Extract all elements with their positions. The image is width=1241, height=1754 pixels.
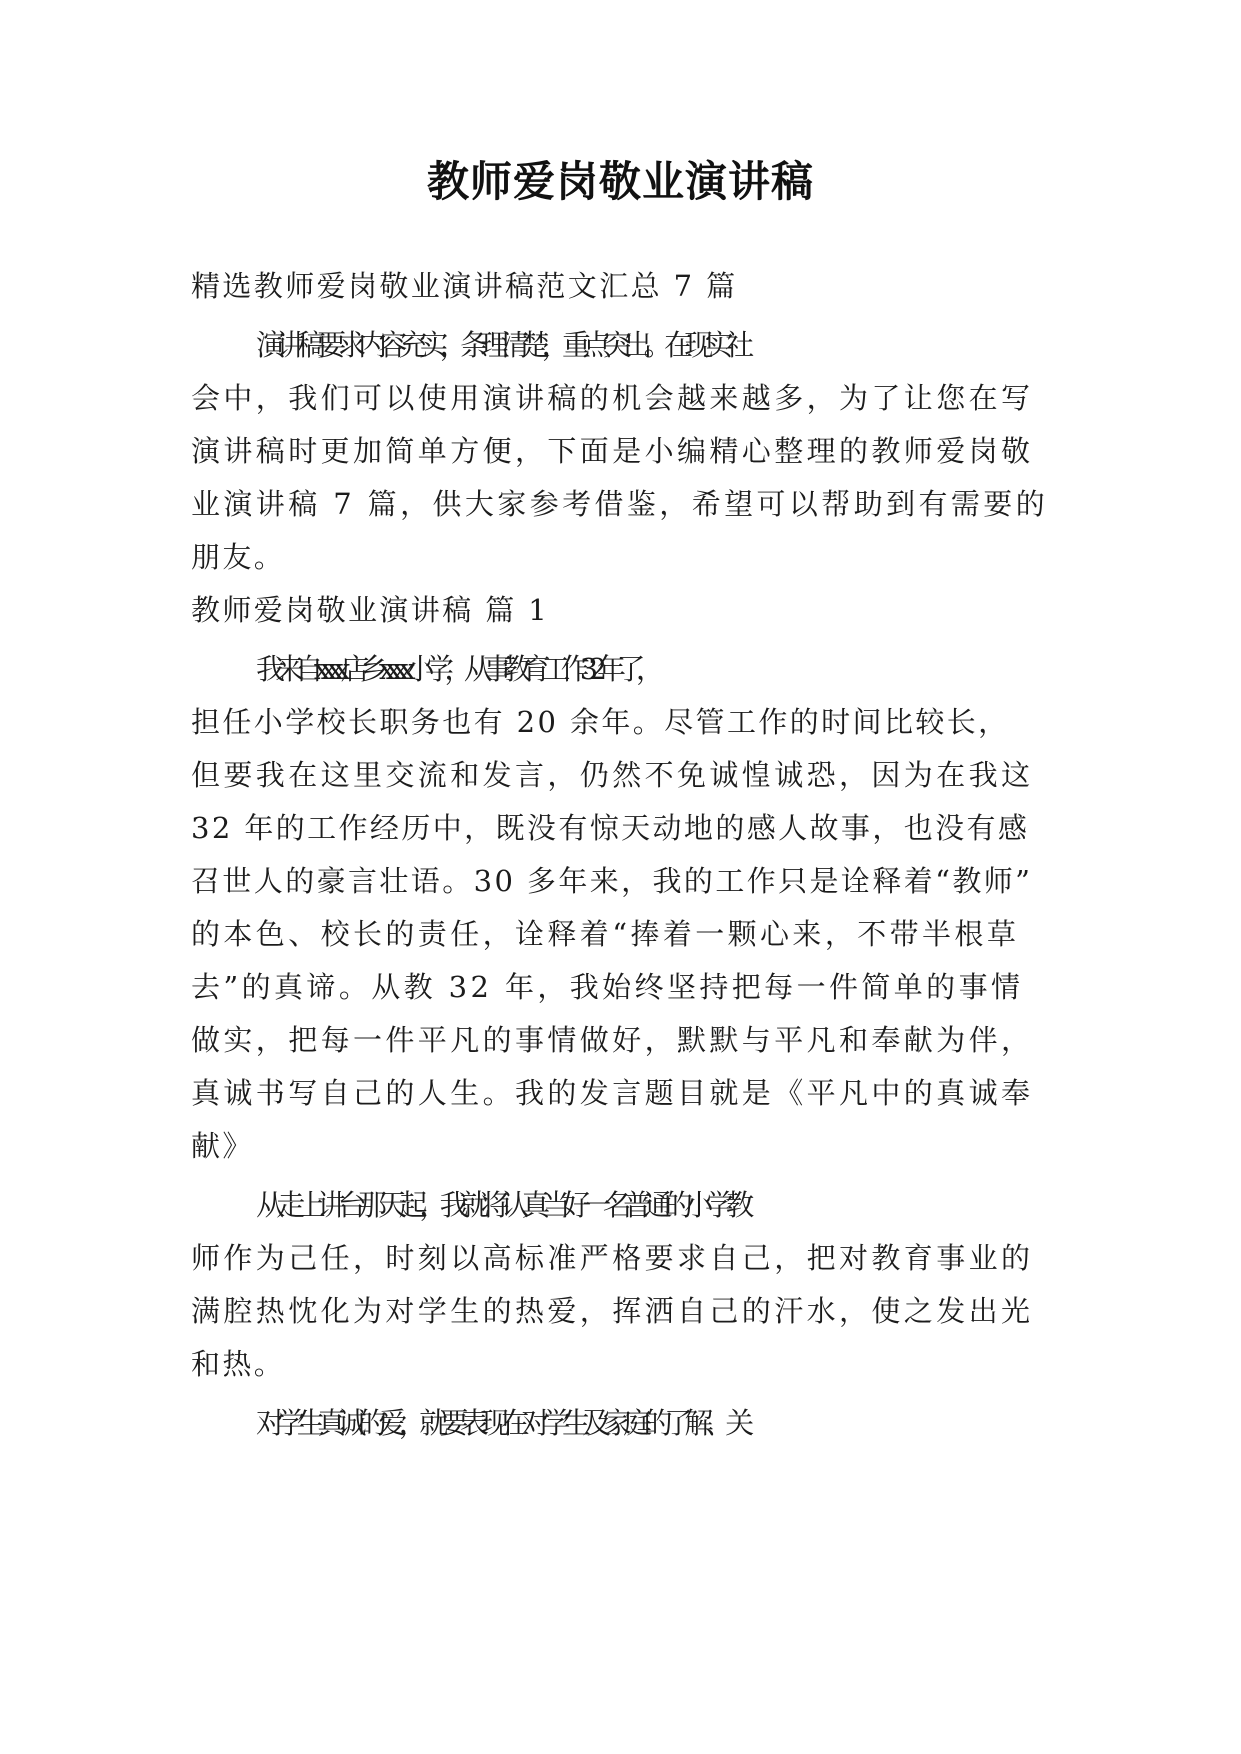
paragraph-line: 业演讲稿 7 篇，供大家参考借鉴，希望可以帮助到有需要的 (191, 487, 1049, 521)
paragraph-line: 召世人的豪言壮语。30 多年来，我的工作只是诠释着“教师” (191, 864, 1033, 898)
paragraph-line: 的本色、校长的责任，诠释着“捧着一颗心来，不带半根草 (191, 917, 1020, 951)
paragraph-line: 献》 (191, 1129, 254, 1163)
paragraph-line: 满腔热忱化为对学生的热爱，挥洒自己的汗水，使之发出光 (191, 1294, 1034, 1328)
document-title: 教师爱岗敬业演讲稿 (426, 157, 814, 206)
paragraph-line: 去”的真谛。从教 32 年，我始终坚持把每一件简单的事情 (191, 970, 1024, 1004)
paragraph-line: 朋友。 (191, 540, 286, 574)
paragraph-line: 但要我在这里交流和发言，仍然不免诚惶诚恐，因为在我这 (191, 758, 1034, 792)
paragraph-line: 师作为己任，时刻以高标准严格要求自己，把对教育事业的 (191, 1241, 1034, 1275)
paragraph-line: 演讲稿时更加简单方便，下面是小编精心整理的教师爱岗敬 (191, 434, 1034, 468)
paragraph-line: 真诚书写自己的人生。我的发言题目就是《平凡中的真诚奉 (191, 1076, 1034, 1110)
section-heading: 教师爱岗敬业演讲稿 篇 1 (191, 593, 550, 627)
paragraph-line: 从走上讲台那天起，我就将认真当好一名普通的小学教 (256, 1188, 746, 1222)
paragraph-line: 演讲稿要求内容充实，条理清楚，重点突出。在现实社 (256, 328, 746, 362)
paragraph-line: 担任小学校长职务也有 20 余年。尽管工作的时间比较长， (191, 705, 1010, 739)
document-subtitle: 精选教师爱岗敬业演讲稿范文汇总 7 篇 (191, 269, 738, 303)
paragraph-line: 我来自 xxxx 店乡 xxxx 小学，从事教育工作 32 年了， (256, 652, 656, 686)
paragraph-line: 会中，我们可以使用演讲稿的机会越来越多，为了让您在写 (191, 381, 1034, 415)
paragraph-line: 做实，把每一件平凡的事情做好，默默与平凡和奉献为伴， (191, 1023, 1034, 1057)
paragraph-line: 对学生真诚的爱，就要表现在对学生及家庭的了解、关 (256, 1406, 746, 1440)
paragraph-line: 32 年的工作经历中，既没有惊天动地的感人故事，也没有感 (191, 811, 1030, 845)
paragraph-line: 和热。 (191, 1347, 286, 1381)
